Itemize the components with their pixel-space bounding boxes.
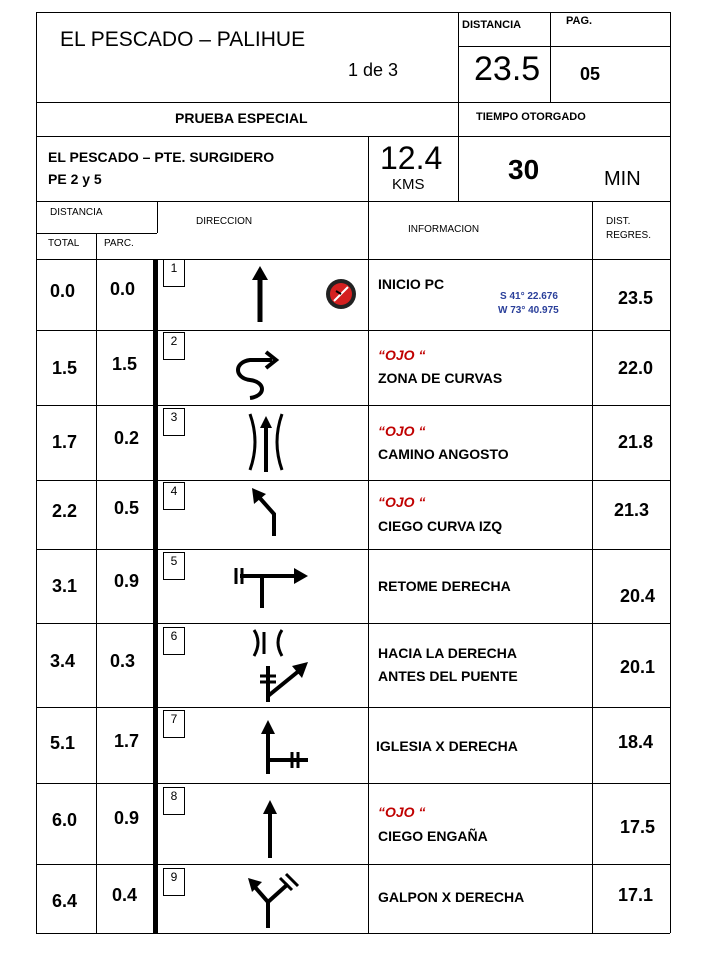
narrow-road-icon [244,410,288,474]
step-number: 9 [163,868,185,896]
route-part: 1 de 3 [348,60,399,80]
instruction-line2: CIEGO CURVA IZQ [378,518,503,534]
instruction-line1: IGLESIA X DERECHA [376,738,518,754]
instruction-line1: HACIA LA DERECHA [378,645,517,661]
time-unit: MIN [604,168,641,190]
bridge-right-icon [248,626,312,704]
coordinates-west: W 73° 40.975 [498,305,559,316]
page-label: PAG. [566,15,593,27]
step-number: 2 [163,332,185,360]
instruction-line2: CAMINO ANGOSTO [378,446,509,462]
instruction-line1: INICIO PC [378,276,445,292]
timeline-line [153,259,158,933]
fork-left-icon [244,870,300,930]
partial-distance: 1.7 [114,731,140,751]
col-distance: DISTANCIA [50,207,103,218]
col-partial: PARC. [104,238,134,249]
instruction-line1: “OJO “ [378,494,426,510]
left-curve-icon [244,484,288,538]
instruction-line2: ZONA DE CURVAS [378,370,503,386]
time-value: 30 [508,154,540,185]
instruction-line1: GALPON X DERECHA [378,889,525,905]
step-number: 1 [163,259,185,287]
step-number: 3 [163,408,185,436]
remaining-distance: 21.8 [618,432,654,452]
route-title: EL PESCADO – PALIHUE [60,28,306,51]
remaining-distance: 22.0 [618,358,654,378]
remaining-distance: 17.5 [620,817,656,837]
total-distance: 0.0 [50,281,76,301]
col-direction: DIRECCION [196,216,253,227]
remaining-distance: 17.1 [618,885,654,905]
route-line2: PE 2 y 5 [48,171,102,187]
total-distance: 3.1 [52,576,78,596]
instruction-line1: RETOME DERECHA [378,578,511,594]
instruction-line1: “OJO “ [378,423,426,439]
route-km-unit: KMS [392,176,425,193]
page-number: 05 [580,64,601,84]
instruction-line1: “OJO “ [378,347,426,363]
step-number: 8 [163,787,185,815]
partial-distance: 0.2 [114,428,140,448]
church-right-icon [256,716,312,778]
total-distance: 5.1 [50,733,76,753]
total-distance: 2.2 [52,501,78,521]
distance-label: DISTANCIA [462,19,522,31]
partial-distance: 0.9 [114,571,140,591]
total-distance: 3.4 [50,651,76,671]
instruction-line2: CIEGO ENGAÑA [378,828,488,844]
curves-arrow-icon [228,346,292,402]
partial-distance: 1.5 [112,354,138,374]
route-km: 12.4 [380,140,443,176]
instruction-line2: ANTES DEL PUENTE [378,668,518,684]
route-line1: EL PESCADO – PTE. SURGIDERO [48,149,275,165]
step-number: 6 [163,627,185,655]
partial-distance: 0.5 [114,498,140,518]
total-distance: 1.7 [52,432,78,452]
step-number: 5 [163,552,185,580]
partial-distance: 0.0 [110,279,136,299]
remaining-distance: 20.1 [620,657,656,677]
col-remaining-2: REGRES. [606,230,652,241]
step-number: 4 [163,482,185,510]
total-distance-value: 23.5 [474,50,541,88]
straight-arrow-icon [250,796,290,860]
remaining-distance: 23.5 [618,288,654,308]
col-remaining-1: DIST. [606,216,631,227]
step-number: 7 [163,710,185,738]
remaining-distance: 20.4 [620,586,656,606]
total-distance: 1.5 [52,358,78,378]
col-total: TOTAL [48,238,80,249]
col-information: INFORMACION [408,224,480,235]
remaining-distance: 21.3 [614,500,650,520]
coordinates-south: S 41° 22.676 [500,291,558,302]
total-distance: 6.4 [52,891,78,911]
t-junction-right-icon [228,560,312,610]
total-distance: 6.0 [52,810,78,830]
stage-label: PRUEBA ESPECIAL [175,110,308,126]
no-overtaking-icon [325,278,357,310]
partial-distance: 0.9 [114,808,140,828]
instruction-line1: “OJO “ [378,804,426,820]
straight-arrow-icon [240,262,280,324]
remaining-distance: 18.4 [618,732,654,752]
time-label: TIEMPO OTORGADO [476,111,586,123]
partial-distance: 0.3 [110,651,136,671]
partial-distance: 0.4 [112,885,138,905]
